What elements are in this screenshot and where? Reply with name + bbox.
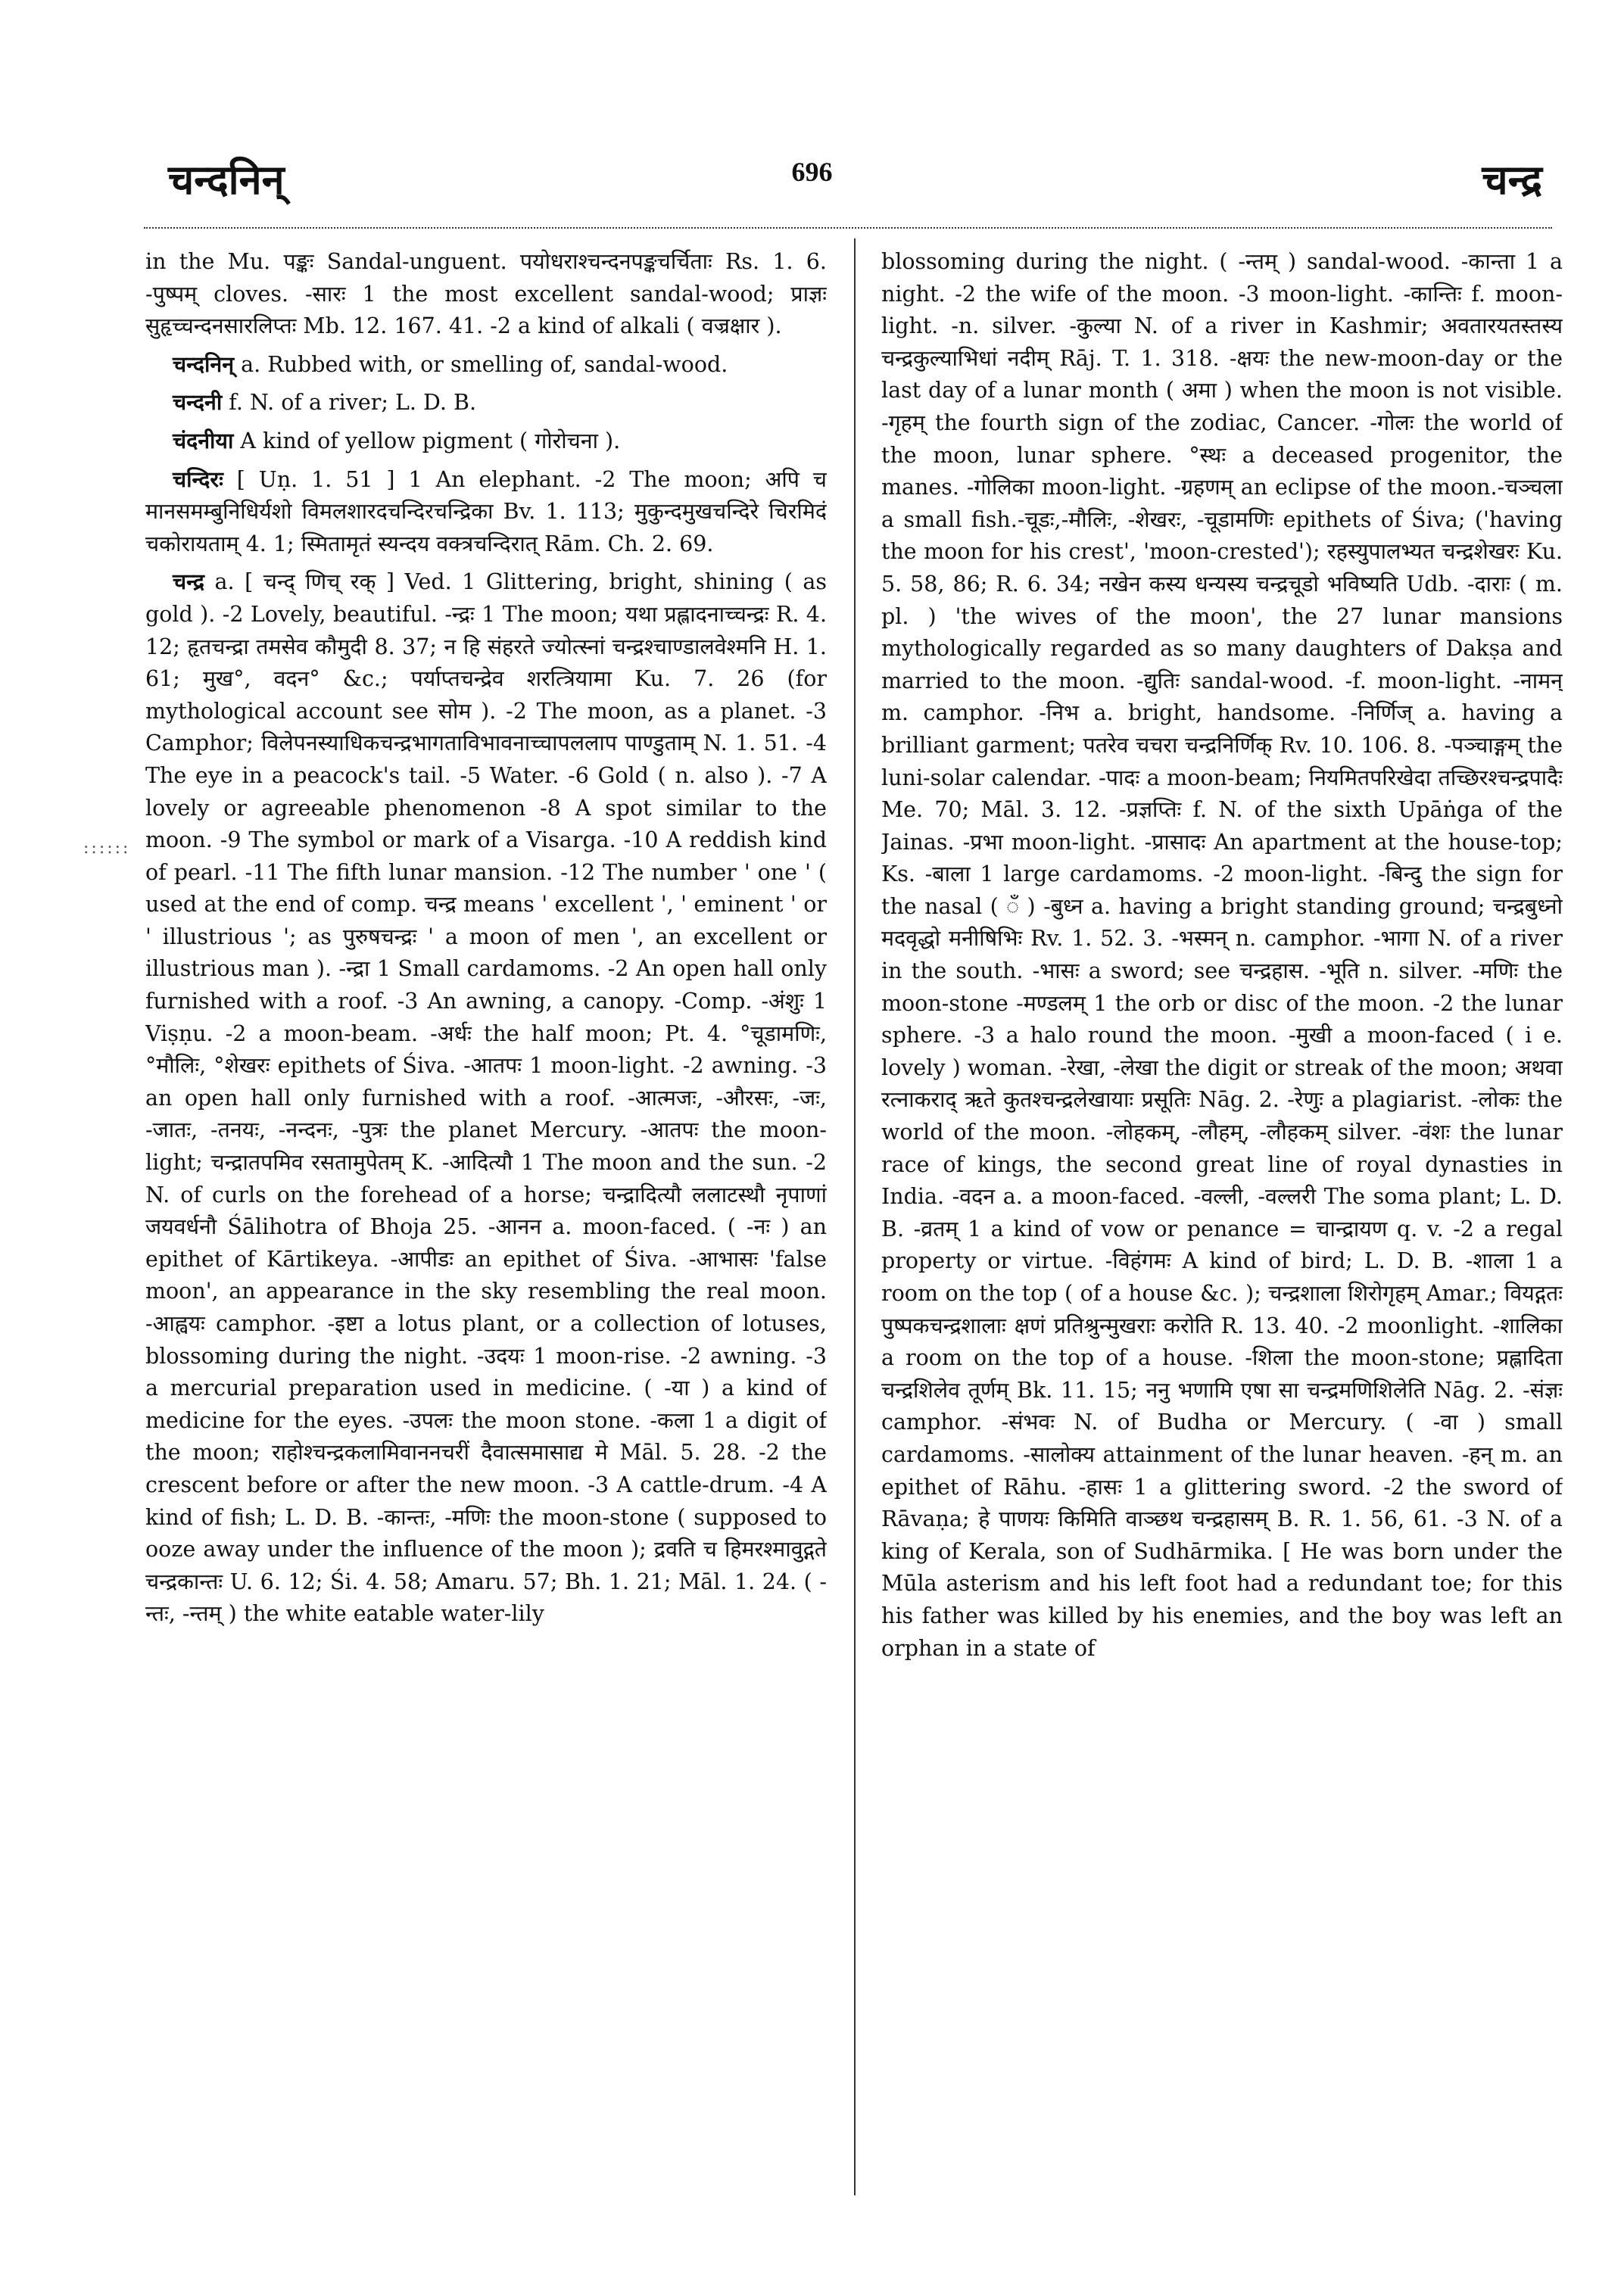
headword: चन्द्र (173, 569, 205, 595)
running-head-right: चन्द्र (1482, 156, 1542, 204)
left-column (145, 246, 827, 2184)
entry (145, 246, 827, 343)
entry (145, 566, 827, 1631)
definition: A kind of yellow pigment ( गोरोचना ). (233, 428, 621, 453)
definition: [ Uṇ. 1. 51 ] 1 An elephant. -2 The moon; अपि च मानसमम्बुनिधिर्यशो विमलशारदचन्दिरचन्द्रिका Bv. 1. 113; मुकुन्दमुखचन्दिरे चिरमिदं चकोरायताम् 4. 1; स्मितामृतं स्यन्दय वक्त्रचन्दिरात् Rām. Ch. 2. 69. (145, 466, 827, 556)
margin-mark: :::::: (83, 839, 131, 858)
entry (881, 246, 1563, 1665)
entry (145, 387, 827, 419)
page-number: 696 (791, 157, 833, 187)
column-divider (854, 238, 856, 2195)
headword: चन्दिरः (173, 466, 223, 492)
entry (145, 464, 827, 561)
definition: a. [ चन्द् णिच् रक् ] Ved. 1 Glittering, bright, shining ( as gold ). -2 Lovely, beautiful. -न्द्रः 1 The moon; यथा प्रह्लादनाच्चन्द्रः R. 4. 12; हृतचन्द्रा तमसेव कौमुदी 8. 37; न हि संहरते ज्योत्स्नां चन्द्रश्चाण्डालवेश्मनि H. 1. 61; मुख°, वदन° &c.; पर्याप्तचन्द्रेव शरत्त्रियामा Ku. 7. 26 (for mythological account see सोम ). -2 The moon, as a planet. -3 Camphor; विलेपनस्याधिकचन्द्रभागताविभावनाच्चापललाप पाण्डुताम् N. 1. 51. -4 The eye in a peacock's tail. -5 Water. -6 Gold ( n. also ). -7 A lovely or agreeable phenomenon -8 A spot similar to the moon. -9 The symbol or mark of a Visarga. -10 A reddish kind of pearl. -11 The fifth lunar mansion. -12 The number ' one ' ( used at the end of comp. चन्द्र means ' excellent ', ' eminent ' or ' illustrious '; as पुरुषचन्द्रः ' a moon of men ', an excellent or illustrious man ). -न्द्रा 1 Small cardamoms. -2 An open hall only furnished with a roof. -3 An awning, a canopy. -Comp. -अंशुः 1 Viṣṇu. -2 a moon-beam. -अर्धः the half moon; Pt. 4. °चूडामणिः, °मौलिः, °शेखरः epithets of Śiva. -आतपः 1 moon-light. -2 awning. -3 an open hall only furnished with a roof. -आत्मजः, -औरसः, -जः, -जातः, -तनयः, -नन्दनः, -पुत्रः the planet Mercury. -आतपः the moon-light; चन्द्रातपमिव रसतामुपेतम् K. -आदित्यौ 1 The moon and the sun. -2 N. of curls on the forehead of a horse; चन्द्रादित्यौ ललाटस्थौ नृपाणां जयवर्धनौ Śālihotra of Bhoja 25. -आनन a. moon-faced. ( -नः ) an epithet of Kārtikeya. -आपीडः an epithet of Śiva. -आभासः 'false moon', an appearance in the sky resembling the real moon. -आह्वयः camphor. -इष्टा a lotus plant, or a collection of lotuses, blossoming during the night. -उदयः 1 moon-rise. -2 awning. -3 a mercurial preparation used in medicine. ( -या ) a kind of medicine for the eyes. -उपलः the moon stone. -कला 1 a digit of the moon; राहोश्चन्द्रकलामिवाननचरीं दैवात्समासाद्य मे Māl. 5. 28. -2 the crescent before or after the new moon. -3 A cattle-drum. -4 A kind of fish; L. D. B. -कान्तः, -मणिः the moon-stone ( supposed to ooze away under the influence of the moon ); द्रवति च हिमरश्मावुद्गते चन्द्रकान्तः U. 6. 12; Śi. 4. 58; Amaru. 57; Bh. 1. 21; Māl. 1. 24. ( -न्तः, -न्तम् ) the white eatable water-lily (145, 569, 827, 1627)
definition: a. Rubbed with, or smelling of, sandal-wood. (234, 351, 728, 377)
headword: चंदनीया (173, 428, 234, 453)
definition: blossoming during the night. ( -न्तम् ) sandal-wood. -कान्ता 1 a night. -2 the wife of the moon. -3 moon-light. -कान्तिः f. moon-light. -n. silver. -कुल्या N. of a river in Kashmir; अवतारयतस्तस्य चन्द्रकुल्याभिधां नदीम् Rāj. T. 1. 318. -क्षयः the new-moon-day or the last day of a lunar month ( अमा ) when the moon is not visible. -गृहम् the fourth sign of the zodiac, Cancer. -गोलः the world of the moon, lunar sphere. °स्थः a deceased progenitor, the manes. -गोलिका moon-light. -ग्रहणम् an eclipse of the moon.-चञ्चला a small fish.-चूडः,-मौलिः, -शेखरः, -चूडामणिः epithets of Śiva; ('having the moon for his crest', 'moon-crested'); रहस्युपालभ्यत चन्द्रशेखरः Ku. 5. 58, 86; R. 6. 34; नखेन कस्य धन्यस्य चन्द्रचूडो भविष्यति Udb. -दाराः ( m. pl. ) 'the wives of the moon', the 27 lunar mansions mythologically regarded as so many daughters of Dakṣa and married to the moon. -द्युतिः sandal-wood. -f. moon-light. -नामन् m. camphor. -निभ a. bright, handsome. -निर्णिज् a. having a brilliant garment; पतरेव चचरा चन्द्रनिर्णिक् Rv. 10. 106. 8. -पञ्चाङ्गम् the luni-solar calendar. -पादः a moon-beam; नियमितपरिखेदा तच्छिरश्चन्द्रपादैः Me. 70; Māl. 3. 12. -प्रज्ञप्तिः f. N. of the sixth Upāṅga of the Jainas. -प्रभा moon-light. -प्रासादः An apartment at the house-top; Ks. -बाला 1 large cardamoms. -2 moon-light. -बिन्दु the sign for the nasal ( ँ ) -बुध्न a. having a bright standing ground; चन्द्रबुध्नो मदवृद्धो मनीषिभिः Rv. 1. 52. 3. -भस्मन् n. camphor. -भागा N. of a river in the south. -भासः a sword; see चन्द्रहास. -भूति n. silver. -मणिः the moon-stone -मण्डलम् 1 the orb or disc of the moon. -2 the lunar sphere. -3 a halo round the moon. -मुखी a moon-faced ( i e. lovely ) woman. -रेखा, -लेखा the digit or streak of the moon; अथवा रत्नाकराद् ऋते कुतश्चन्द्रलेखायाः प्रसूतिः Nāg. 2. -रेणुः a plagiarist. -लोकः the world of the moon. -लोहकम्, -लौहम्, -लौहकम् silver. -वंशः the lunar race of kings, the second great line of royal dynasties in India. -वदन a. a moon-faced. -वल्ली, -वल्लरी The soma plant; L. D. B. -व्रतम् 1 a kind of vow or penance = चान्द्रायण q. v. -2 a regal property or virtue. -विहंगमः A kind of bird; L. D. B. -शाला 1 a room on the top ( of a house &c. ); चन्द्रशाला शिरोगृहम् Amar.; वियद्गतः पुष्पकचन्द्रशालाः क्षणं प्रतिश्रुन्मुखराः करोति R. 13. 40. -2 moonlight. -शालिका a room on the top of a house. -शिला the moon-stone; प्रह्लादिता चन्द्रशिलेव तूर्णम् Bk. 11. 15; ननु भणामि एषा सा चन्द्रमणिशिलेति Nāg. 2. -संज्ञः camphor. -संभवः N. of Budha or Mercury. ( -वा ) small cardamoms. -सालोक्य attainment of the lunar heaven. -हन् m. an epithet of Rāhu. -हासः 1 a glittering sword. -2 the sword of Rāvaṇa; हे पाणयः किमिति वाञ्छथ चन्द्रहासम् B. R. 1. 56, 61. -3 N. of a king of Kerala, son of Sudhārmika. [ He was born under the Mūla asterism and his left foot had a redundant toe; for this his father was killed by his enemies, and the boy was left an orphan in a state of (881, 249, 1563, 1661)
headword: चन्दनिन् (173, 351, 235, 377)
entry (145, 349, 827, 382)
entry (145, 425, 827, 458)
headword: चन्दनी (173, 390, 223, 416)
definition: f. N. of a river; L. D. B. (222, 390, 477, 416)
running-head-left: चन्दनिन् (168, 156, 285, 204)
right-column (881, 246, 1563, 2184)
definition: in the Mu. पङ्कः Sandal-unguent. पयोधराश्चन्दनपङ्कचर्चिताः Rs. 1. 6. -पुष्पम् cloves. -सारः 1 the most excellent sandal-wood; प्राज्ञः सुहृच्चन्दनसारलिप्तः Mb. 12. 167. 41. -2 a kind of alkali ( वज्रक्षार ). (145, 249, 827, 339)
header-rule (144, 227, 1552, 229)
